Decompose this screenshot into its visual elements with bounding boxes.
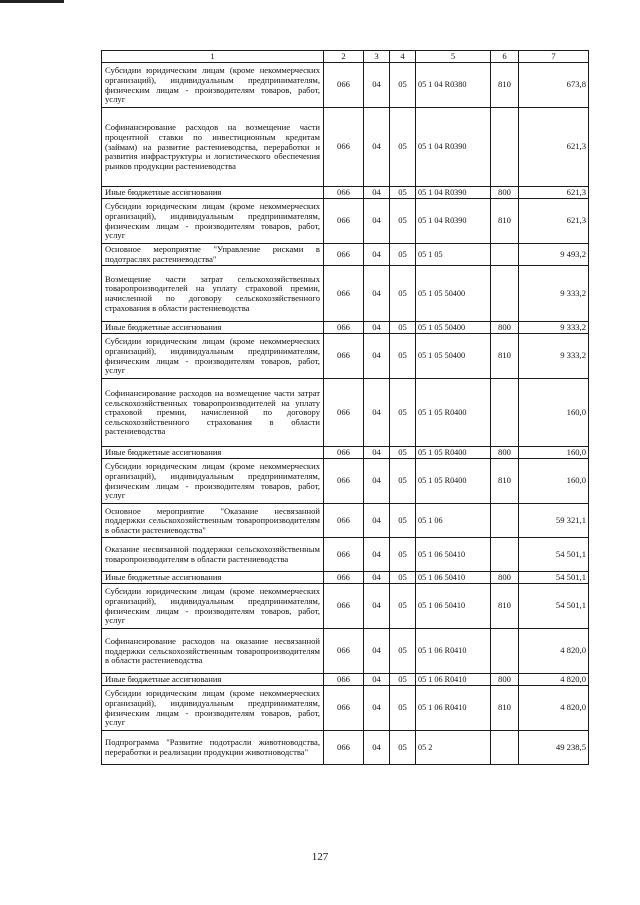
row-col3-cell: 04 [364,199,390,244]
table-row [102,199,589,244]
table-header-row [102,51,589,63]
table-row [102,731,589,765]
row-col2-cell: 066 [324,674,364,686]
row-amount-cell: 59 321,1 [519,504,589,538]
row-amount-cell: 54 501,1 [519,538,589,572]
row-code-cell: 05 1 05 50400 [416,322,491,334]
row-code-cell: 05 1 04 R0390 [416,199,491,244]
row-col6-cell: 800 [491,674,519,686]
row-name-cell: Софинансирование расходов на возмещение части затрат сельскохозяйственных товаропроизводителей на уплату страховой премии, начисленной по договору сельскохозяйственного страхования в области растениеводства [102,379,324,447]
table-row [102,108,589,187]
row-col2-cell: 066 [324,187,364,199]
row-col4-cell: 05 [390,686,416,731]
row-name-cell: Субсидии юридическим лицам (кроме некоммерческих организаций), индивидуальным предпринимателям, физическим лицам - производителям товаров, работ, услуг [102,199,324,244]
table-row [102,572,589,584]
row-name-cell: Софинансирование расходов на возмещение части процентной ставки по инвестиционным кредитам (займам) на развитие растениеводства, переработки и развития инфраструктуры и логистического обеспечения рынков продукции растениеводства [102,108,324,187]
row-col3-cell: 04 [364,187,390,199]
row-amount-cell: 54 501,1 [519,572,589,584]
row-col6-cell: 800 [491,187,519,199]
row-amount-cell: 160,0 [519,447,589,459]
row-name-cell: Иные бюджетные ассигнования [102,572,324,584]
row-amount-cell: 4 820,0 [519,629,589,674]
header-col-1: 1 [102,51,324,63]
row-name-cell: Иные бюджетные ассигнования [102,187,324,199]
row-code-cell: 05 1 06 R0410 [416,674,491,686]
row-col2-cell: 066 [324,108,364,187]
row-amount-cell: 160,0 [519,379,589,447]
row-amount-cell: 621,3 [519,108,589,187]
table-row [102,686,589,731]
row-name-cell: Субсидии юридическим лицам (кроме некоммерческих организаций), индивидуальным предпринимателям, физическим лицам - производителям товаров, работ, услуг [102,686,324,731]
row-name-cell: Основное мероприятие "Оказание несвязанной поддержки сельскохозяйственным товаропроизводителям в области растениеводства" [102,504,324,538]
table-row [102,63,589,108]
row-amount-cell: 9 493,2 [519,244,589,266]
row-col3-cell: 04 [364,674,390,686]
row-col3-cell: 04 [364,108,390,187]
row-code-cell: 05 1 04 R0390 [416,108,491,187]
row-col4-cell: 05 [390,244,416,266]
row-amount-cell: 4 820,0 [519,674,589,686]
row-col3-cell: 04 [364,572,390,584]
row-col3-cell: 04 [364,266,390,322]
table-row [102,504,589,538]
row-col6-cell: 810 [491,334,519,379]
row-col4-cell: 05 [390,379,416,447]
row-col6-cell [491,266,519,322]
row-amount-cell: 621,3 [519,187,589,199]
row-col4-cell: 05 [390,674,416,686]
row-col2-cell: 066 [324,447,364,459]
row-col4-cell: 05 [390,187,416,199]
row-col6-cell [491,379,519,447]
row-col6-cell: 810 [491,63,519,108]
row-name-cell: Иные бюджетные ассигнования [102,322,324,334]
row-col3-cell: 04 [364,629,390,674]
row-col4-cell: 05 [390,199,416,244]
table-row [102,244,589,266]
row-col6-cell: 810 [491,686,519,731]
row-col6-cell: 810 [491,584,519,629]
row-code-cell: 05 1 04 R0390 [416,187,491,199]
row-col6-cell: 810 [491,459,519,504]
row-amount-cell: 673,8 [519,63,589,108]
row-col3-cell: 04 [364,322,390,334]
row-name-cell: Субсидии юридическим лицам (кроме некоммерческих организаций), индивидуальным предпринимателям, физическим лицам - производителям товаров, работ, услуг [102,63,324,108]
row-code-cell: 05 1 06 50410 [416,572,491,584]
row-col4-cell: 05 [390,459,416,504]
row-col3-cell: 04 [364,584,390,629]
row-col2-cell: 066 [324,379,364,447]
row-col4-cell: 05 [390,538,416,572]
table-row [102,459,589,504]
table-row [102,266,589,322]
row-code-cell: 05 1 05 50400 [416,266,491,322]
row-code-cell: 05 1 05 [416,244,491,266]
row-amount-cell: 9 333,2 [519,322,589,334]
row-name-cell: Иные бюджетные ассигнования [102,674,324,686]
row-col2-cell: 066 [324,731,364,765]
header-col-5: 5 [416,51,491,63]
row-name-cell: Основное мероприятие "Управление рисками в подотраслях растениеводства" [102,244,324,266]
row-col4-cell: 05 [390,334,416,379]
row-code-cell: 05 1 05 R0400 [416,379,491,447]
row-col2-cell: 066 [324,572,364,584]
row-col4-cell: 05 [390,584,416,629]
row-col3-cell: 04 [364,504,390,538]
row-col6-cell: 800 [491,322,519,334]
table-row [102,187,589,199]
row-name-cell: Субсидии юридическим лицам (кроме некоммерческих организаций), индивидуальным предпринимателям, физическим лицам - производителям товаров, работ, услуг [102,334,324,379]
row-col2-cell: 066 [324,266,364,322]
table-body [102,63,589,765]
row-col6-cell: 800 [491,447,519,459]
row-col4-cell: 05 [390,322,416,334]
row-col2-cell: 066 [324,459,364,504]
header-col-6: 6 [491,51,519,63]
row-col6-cell [491,538,519,572]
row-col2-cell: 066 [324,63,364,108]
row-col2-cell: 066 [324,199,364,244]
row-col3-cell: 04 [364,379,390,447]
table-row [102,538,589,572]
row-amount-cell: 49 238,5 [519,731,589,765]
row-col2-cell: 066 [324,504,364,538]
row-col2-cell: 066 [324,686,364,731]
row-col4-cell: 05 [390,266,416,322]
row-code-cell: 05 2 [416,731,491,765]
row-code-cell: 05 1 06 R0410 [416,686,491,731]
header-col-4: 4 [390,51,416,63]
row-col3-cell: 04 [364,686,390,731]
row-name-cell: Подпрограмма "Развитие подотрасли животноводства, переработки и реализации продукции животноводства" [102,731,324,765]
row-col4-cell: 05 [390,447,416,459]
row-amount-cell: 54 501,1 [519,584,589,629]
row-name-cell: Оказание несвязанной поддержки сельскохозяйственным товаропроизводителям в области растениеводства [102,538,324,572]
row-code-cell: 05 1 06 50410 [416,584,491,629]
row-col2-cell: 066 [324,322,364,334]
row-col6-cell [491,629,519,674]
table-row [102,322,589,334]
row-name-cell: Иные бюджетные ассигнования [102,447,324,459]
row-col6-cell [491,244,519,266]
row-col2-cell: 066 [324,584,364,629]
row-code-cell: 05 1 04 R0380 [416,63,491,108]
row-col6-cell [491,108,519,187]
row-col3-cell: 04 [364,459,390,504]
budget-table [101,50,589,765]
row-col2-cell: 066 [324,629,364,674]
row-col4-cell: 05 [390,629,416,674]
row-col3-cell: 04 [364,538,390,572]
row-code-cell: 05 1 06 R0410 [416,629,491,674]
table-row [102,334,589,379]
table-row [102,447,589,459]
row-col6-cell [491,504,519,538]
row-amount-cell: 4 820,0 [519,686,589,731]
row-col2-cell: 066 [324,538,364,572]
row-col4-cell: 05 [390,63,416,108]
row-col3-cell: 04 [364,731,390,765]
row-col4-cell: 05 [390,572,416,584]
row-col2-cell: 066 [324,334,364,379]
row-col4-cell: 05 [390,731,416,765]
row-col2-cell: 066 [324,244,364,266]
row-col3-cell: 04 [364,63,390,108]
row-code-cell: 05 1 06 50410 [416,538,491,572]
row-col4-cell: 05 [390,504,416,538]
row-amount-cell: 621,3 [519,199,589,244]
table-row [102,629,589,674]
row-amount-cell: 160,0 [519,459,589,504]
row-col6-cell: 810 [491,199,519,244]
row-amount-cell: 9 333,2 [519,334,589,379]
row-code-cell: 05 1 05 R0400 [416,447,491,459]
table-row [102,379,589,447]
row-col3-cell: 04 [364,447,390,459]
row-name-cell: Возмещение части затрат сельскохозяйственных товаропроизводителей на уплату страховой премии, начисленной по договору сельскохозяйственного страхования в области растениеводства [102,266,324,322]
row-code-cell: 05 1 05 R0400 [416,459,491,504]
row-code-cell: 05 1 05 50400 [416,334,491,379]
row-name-cell: Софинансирование расходов на оказание несвязанной поддержки сельскохозяйственным товаропроизводителям в области растениеводства [102,629,324,674]
row-amount-cell: 9 333,2 [519,266,589,322]
scan-corner-mark [0,0,64,3]
header-col-3: 3 [364,51,390,63]
row-col6-cell [491,731,519,765]
row-name-cell: Субсидии юридическим лицам (кроме некоммерческих организаций), индивидуальным предпринимателям, физическим лицам - производителям товаров, работ, услуг [102,584,324,629]
row-name-cell: Субсидии юридическим лицам (кроме некоммерческих организаций), индивидуальным предпринимателям, физическим лицам - производителям товаров, работ, услуг [102,459,324,504]
header-col-2: 2 [324,51,364,63]
row-col4-cell: 05 [390,108,416,187]
table-row [102,674,589,686]
page-number: 127 [311,851,329,863]
row-col3-cell: 04 [364,244,390,266]
row-col3-cell: 04 [364,334,390,379]
table-row [102,584,589,629]
row-code-cell: 05 1 06 [416,504,491,538]
header-col-7: 7 [519,51,589,63]
row-col6-cell: 800 [491,572,519,584]
